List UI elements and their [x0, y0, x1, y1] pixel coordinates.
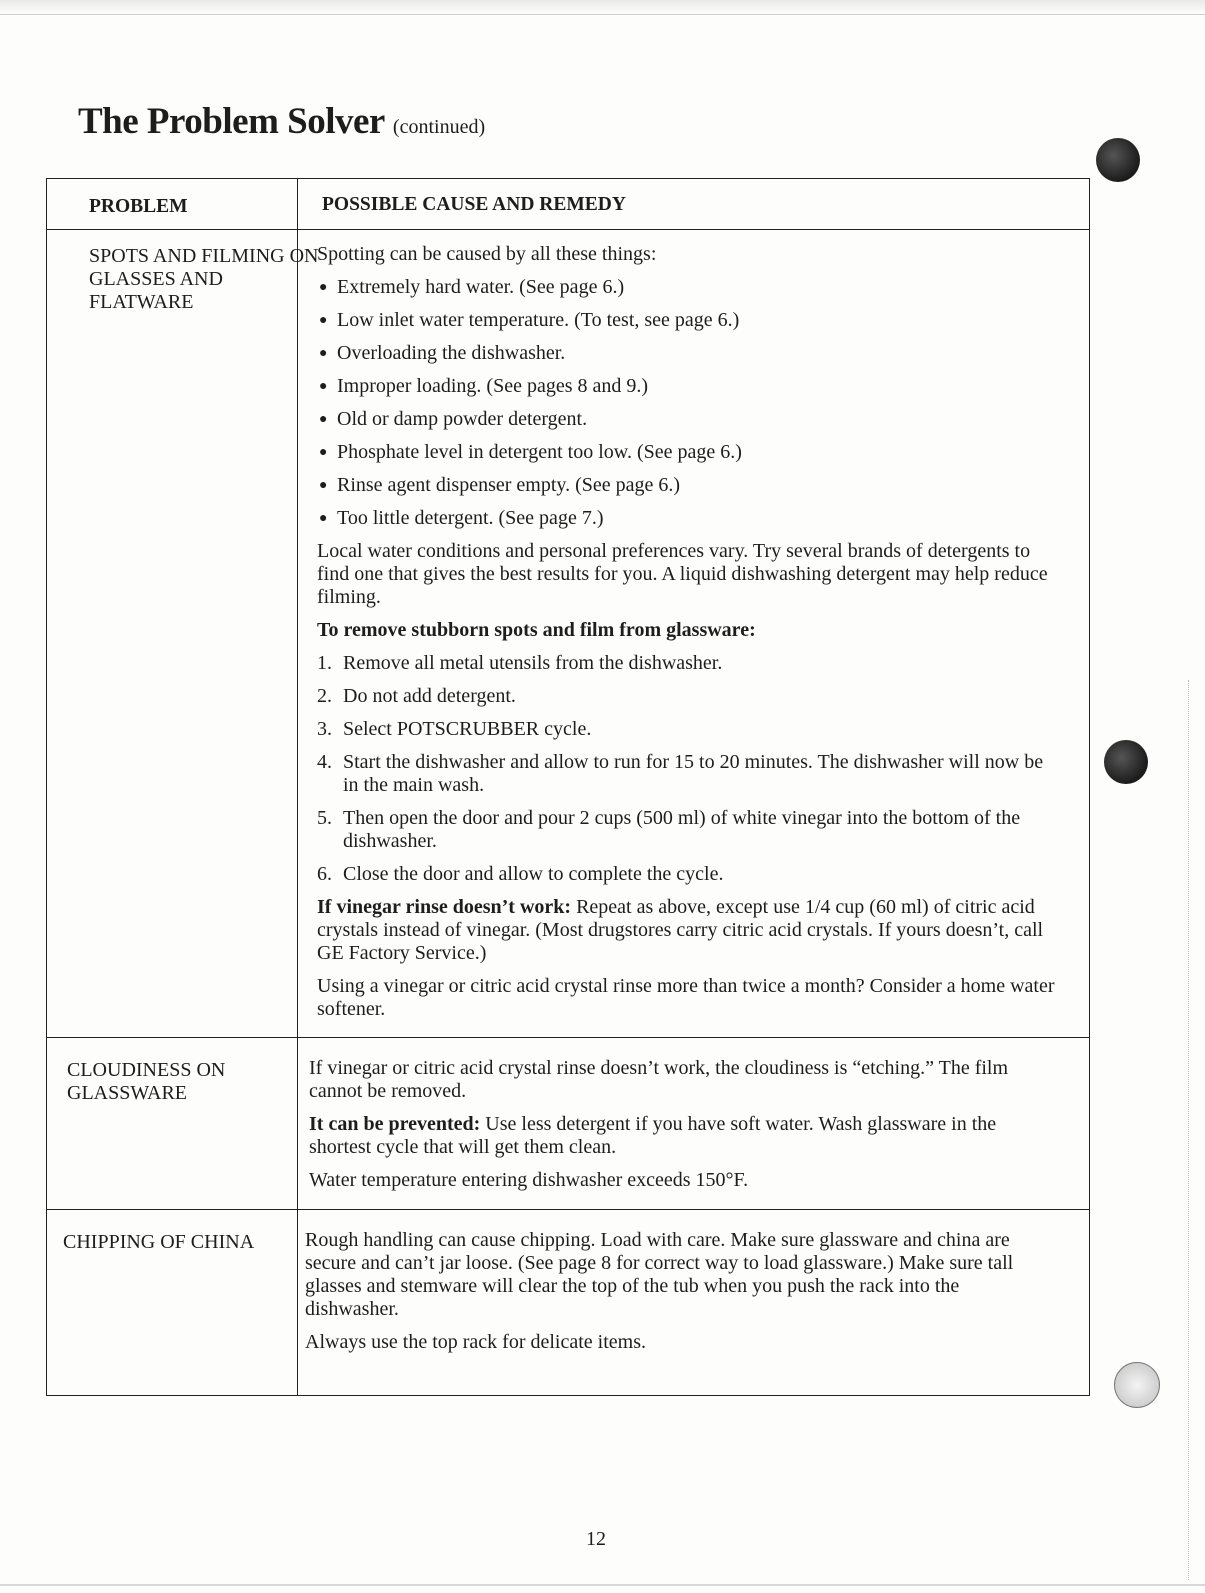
remedy-chipping [305, 1229, 1050, 1364]
local-conditions-text: Local water conditions and personal preferences vary. Try several brands of detergents to find one that gives the best results for you. A liquid dishwashing detergent may help reduce filming. [317, 540, 1048, 608]
row-divider-2 [47, 1209, 1089, 1210]
cause-item: ● Too little detergent. (See page 7.) [319, 507, 604, 529]
row-divider-1 [47, 1037, 1089, 1038]
problem-solver-table [46, 178, 1090, 1396]
problem-spots-filming: SPOTS AND FILMING ON GLASSES AND FLATWARE [89, 245, 319, 313]
problem-chipping: CHIPPING OF CHINA [63, 1231, 255, 1253]
bullet-icon: ● [319, 478, 328, 493]
binder-hole-top [1096, 138, 1140, 182]
vinegar-note: If vinegar rinse doesn’t work: Repeat as above, except use 1/4 cup (60 ml) of citric acid crystals instead of vinegar. (Most drugstores carry citric acid crystals. If yours doesn’t, call GE Factory Service.) [317, 896, 1044, 964]
etching-text: If vinegar or citric acid crystal rinse doesn’t work, the cloudiness is “etching.” The film cannot be removed. [309, 1057, 1009, 1102]
step-item: 4. Start the dishwasher and allow to run for 15 to 20 minutes. The dishwasher will now be in the main wash. [317, 751, 1044, 796]
cause-item: ● Overloading the dishwasher. [319, 342, 566, 364]
scan-top-edge [0, 0, 1205, 15]
cause-item: ● Low inlet water temperature. (To test, see page 6.) [319, 309, 740, 331]
water-temperature-text: Water temperature entering dishwasher exceeds 150°F. [309, 1169, 749, 1191]
cause-item: ● Extremely hard water. (See page 6.) [319, 276, 625, 298]
bullet-icon: ● [319, 346, 328, 361]
binder-hole-middle [1104, 740, 1148, 784]
column-divider [297, 179, 298, 1395]
handling-text: Rough handling can cause chipping. Load with care. Make sure glassware and china are secure and can’t jar loose. (See page 8 for correct way to load glassware.) Make sure tall glasses and stemware will clear the top of the tub when you push the rack into the dishwasher. [305, 1229, 1014, 1320]
problem-cloudiness: CLOUDINESS ON GLASSWARE [67, 1059, 226, 1104]
page-title [78, 100, 485, 143]
header-problem: PROBLEM [89, 196, 188, 217]
header-divider [47, 229, 1089, 230]
spotting-intro: Spotting can be caused by all these things: [317, 243, 657, 265]
step-item: 2. Do not add detergent. [317, 685, 516, 707]
step-item: 6. Close the door and allow to complete the cycle. [317, 863, 724, 885]
removal-steps [317, 652, 1062, 886]
scan-bottom-edge [0, 1584, 1205, 1586]
page-title-sub: (continued) [392, 116, 486, 138]
bullet-icon: ● [319, 379, 328, 394]
remedy-spots-filming [317, 243, 1062, 1031]
cause-item: ● Phosphate level in detergent too low. (See page 6.) [319, 441, 742, 463]
cause-list [317, 276, 1062, 530]
step-item: 3. Select POTSCRUBBER cycle. [317, 718, 592, 740]
water-softener-note: Using a vinegar or citric acid crystal rinse more than twice a month? Consider a home water softener. [317, 975, 1055, 1020]
header-remedy: POSSIBLE CAUSE AND REMEDY [322, 194, 626, 215]
step-item: 5. Then open the door and pour 2 cups (500 ml) of white vinegar into the bottom of the dishwasher. [317, 807, 1021, 852]
remedy-cloudiness [309, 1057, 1054, 1202]
bullet-icon: ● [319, 511, 328, 526]
bullet-icon: ● [319, 280, 328, 295]
cause-item: ● Rinse agent dispenser empty. (See page 6.) [319, 474, 681, 496]
scan-right-edge [1188, 680, 1195, 1580]
bullet-icon: ● [319, 445, 328, 460]
prevention-text: It can be prevented: Use less detergent if you have soft water. Wash glassware in the shortest cycle that will get them clean. [309, 1113, 997, 1158]
page-title-main: The Problem Solver [78, 101, 385, 142]
cause-item: ● Old or damp powder detergent. [319, 408, 588, 430]
top-rack-text: Always use the top rack for delicate items. [305, 1331, 646, 1353]
step-item: 1. Remove all metal utensils from the dishwasher. [317, 652, 723, 674]
page-number: 12 [586, 1528, 606, 1550]
remove-heading: To remove stubborn spots and film from glassware: [317, 619, 756, 641]
bullet-icon: ● [319, 412, 328, 427]
cause-item: ● Improper loading. (See pages 8 and 9.) [319, 375, 649, 397]
bullet-icon: ● [319, 313, 328, 328]
binder-hole-bottom [1114, 1362, 1160, 1408]
